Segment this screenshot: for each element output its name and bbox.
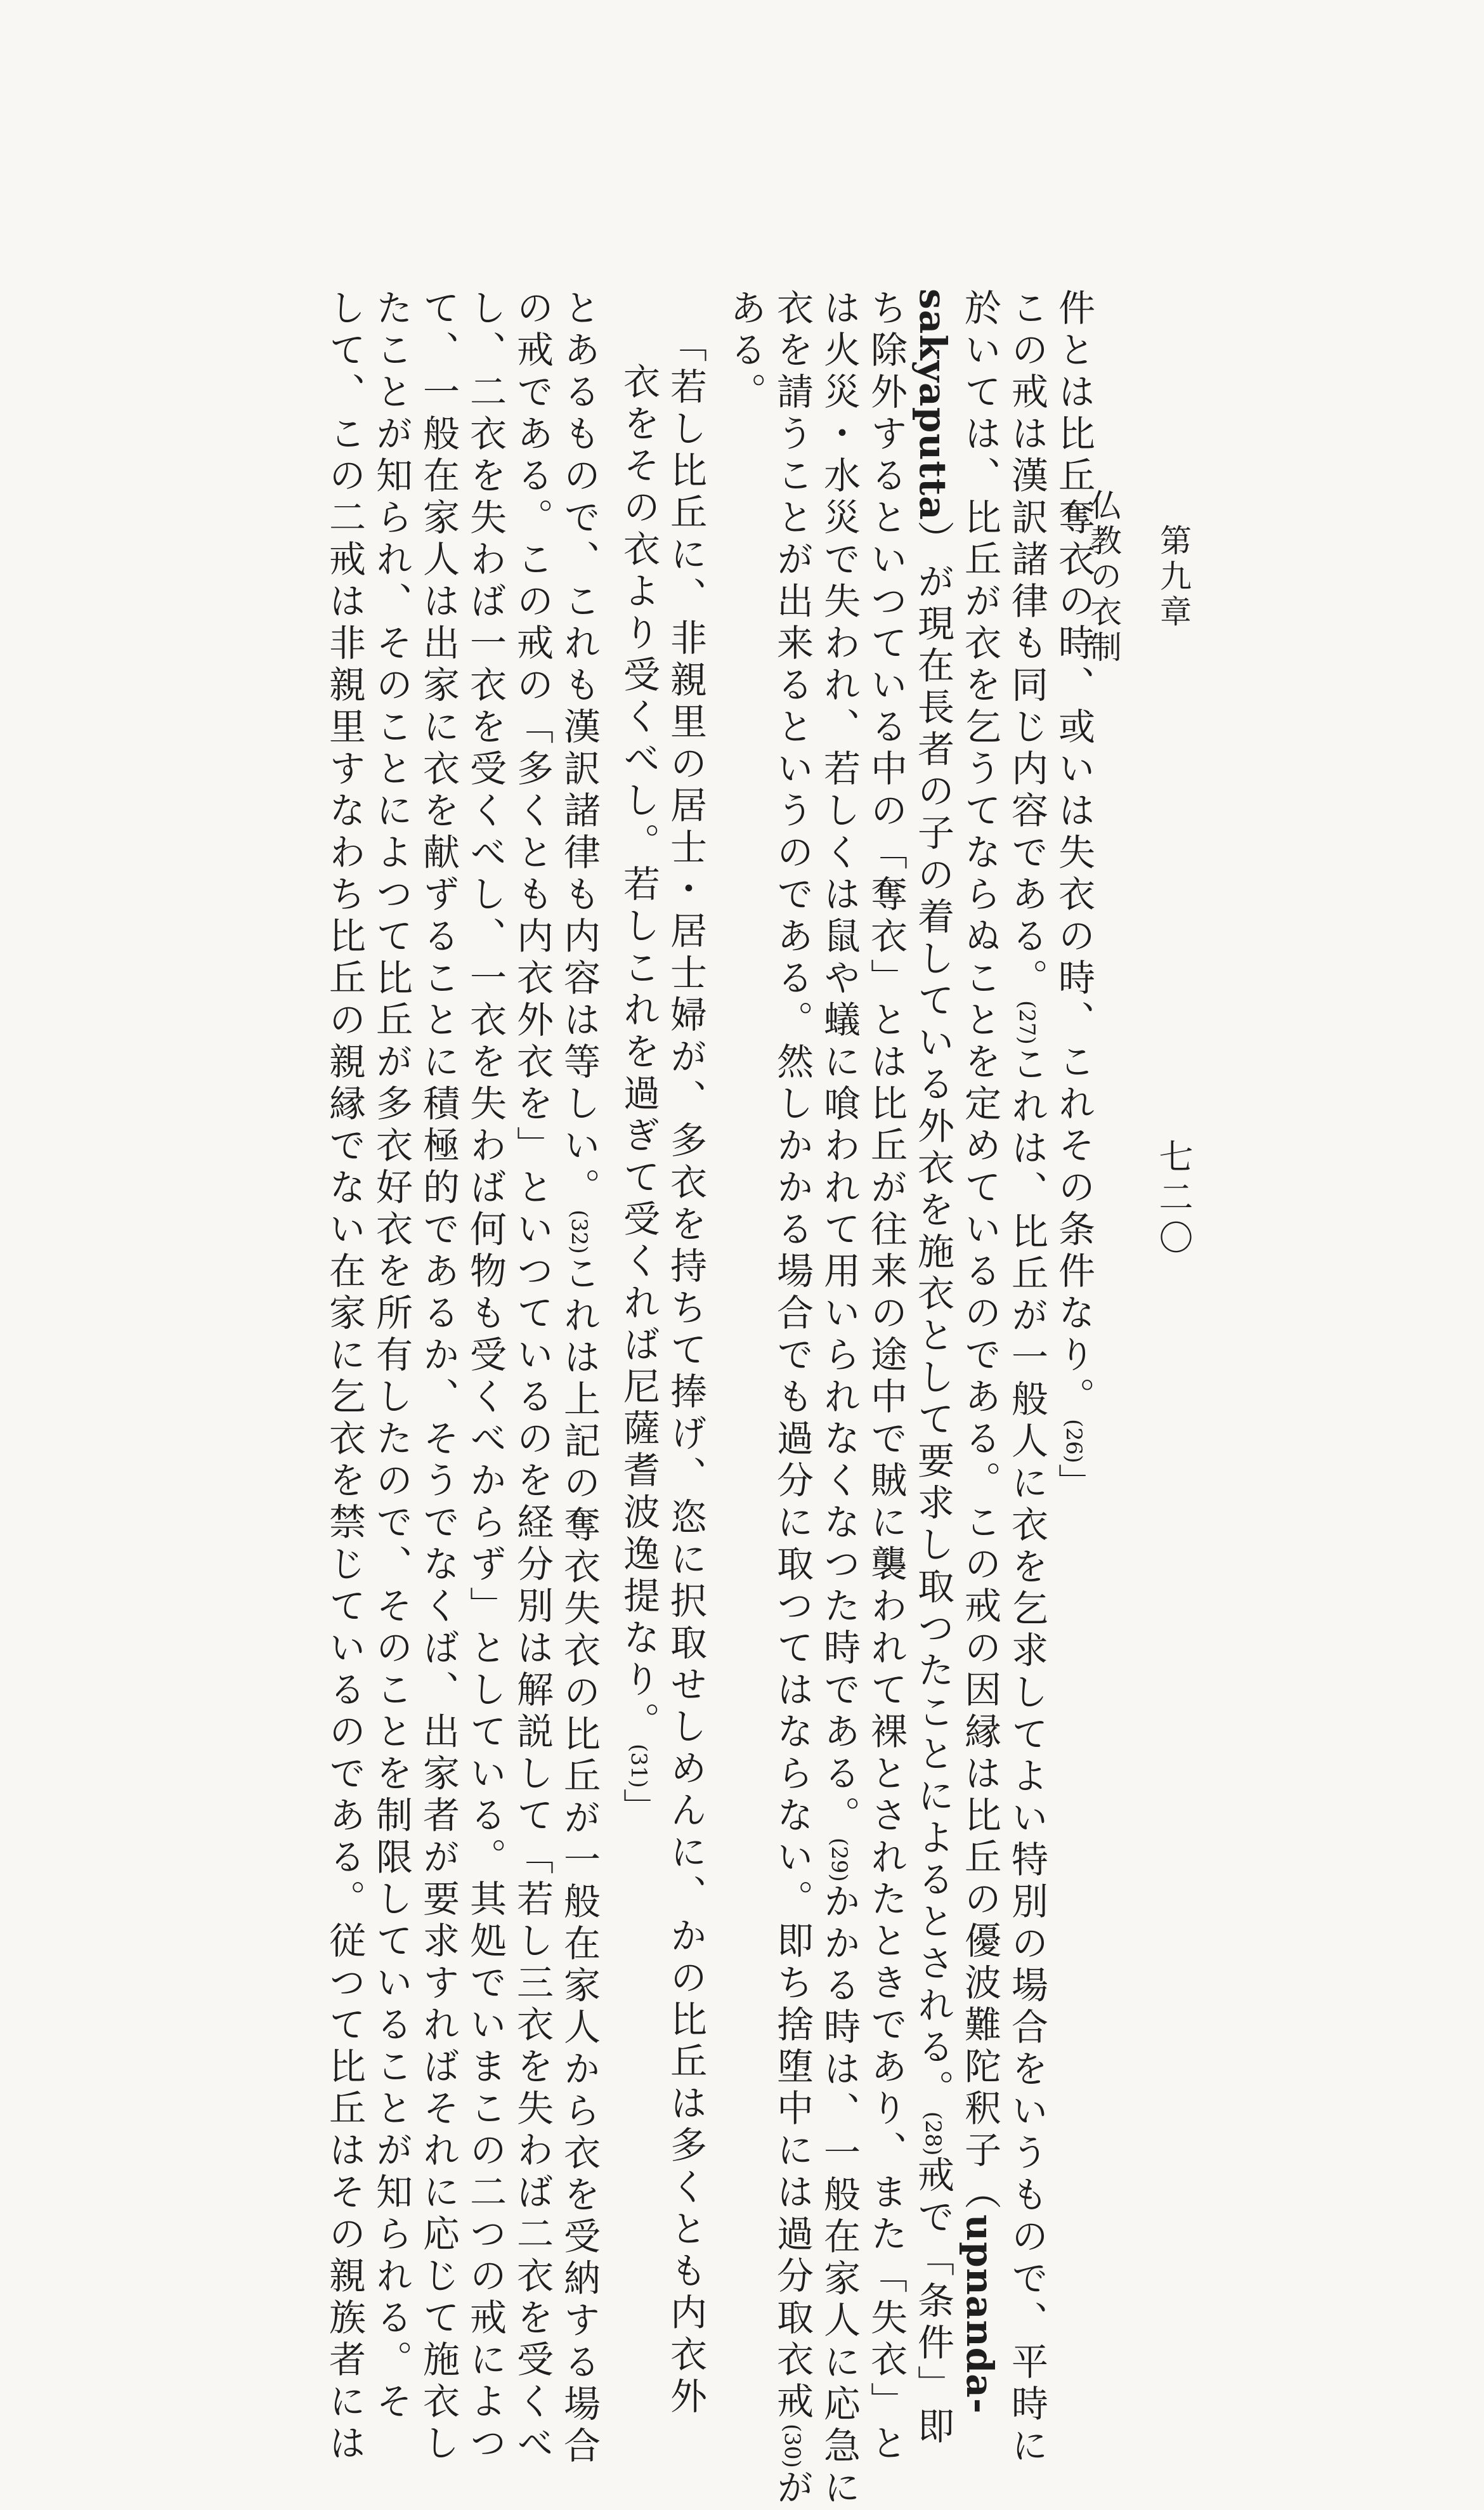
- romanized-term: sakyaputta: [911, 289, 954, 521]
- text-column: 於いては、比丘が衣を乞うてならぬことを定めているのである。この戒の因縁は比丘の優波難陀釈子（upnanda-: [958, 289, 1001, 2414]
- footnote-marker: (29): [826, 1838, 852, 1882]
- footnote-marker: (28): [920, 2111, 946, 2156]
- chapter-title: 仏教の衣制: [1085, 488, 1122, 666]
- text-column: して、この二戒は非親里すなわち比丘の親縁でない在家に乞衣を禁じているのである。従つて比丘はその親族者には: [323, 289, 366, 2466]
- romanized-term: upnanda-: [958, 2214, 1001, 2414]
- text-column: し、二衣を失わば一衣を受くべし、一衣を失わば何物も受くべからず」としている。其処でいまこの二つの戒によつ: [464, 289, 507, 2466]
- footnote-marker: (30): [779, 2424, 805, 2468]
- quotation-column: 「若し比丘に、非親里の居士・居士婦が、多衣を持ちて捧げ、恣に択取せしめんに、かの比丘は多くとも内衣外: [664, 325, 707, 2419]
- text-column: ある。: [724, 289, 767, 414]
- text-column: たことが知られ、そのことによつて比丘が多衣好衣を所有したので、そのことを制限していることが知られる。そ: [370, 289, 413, 2424]
- text-column: とあるもので、これも漢訳諸律も内容は等しい。(32)これは上記の奪衣失衣の比丘が一般在家人から衣を受納する場合: [557, 289, 601, 2468]
- quotation-column: 衣をその衣より受くべし。若しこれを過ぎて受くれば尼薩耆波逸提なり。(31)」: [617, 362, 660, 1830]
- text-column: の戒である。この戒の「多くとも内衣外衣を」といつているのを経分別は解説して「若し三衣を失わば二衣を受くべ: [511, 289, 554, 2466]
- text-column: て、一般在家人は出家に衣を献ずることに積極的であるか、そうでなくば、出家者が要求すればそれに応じて施衣し: [417, 289, 460, 2466]
- footnote-marker: (26): [1061, 1419, 1086, 1463]
- text-column: この戒は漢訳諸律も同じ内容である。(27)これは、比丘が一般人に衣を乞求してよい特別の場合をいうもので、平時に: [1005, 289, 1048, 2468]
- text-column: は火災・水災で失われ、若しくは鼠や蟻に喰われて用いられなくなつた時である。(29)かかる時は、一般在家人に応急に: [817, 289, 861, 2510]
- text-column: ち除外するといつている中の「奪衣」とは比丘が往来の途中で賊に襲われて裸とされたときであり、また「失衣」と: [864, 289, 908, 2466]
- text-column: 件とは比丘奪衣の時、或いは失衣の時、これその条件なり。(26)」: [1052, 289, 1095, 1505]
- footnote-marker: (27): [1014, 1000, 1039, 1045]
- text-column: 衣を請うことが出来るというのである。然しかかる場合でも過分に取つてはならない。即ち捨堕中には過分取衣戒(30)が: [771, 289, 814, 2510]
- running-header: [1085, 355, 1208, 799]
- footnote-marker: (31): [626, 1744, 651, 1788]
- page-number: 七二〇: [1154, 1139, 1194, 1260]
- body-text: [321, 289, 1097, 2510]
- chapter-label: 第九章: [1155, 524, 1192, 631]
- footnote-marker: (32): [566, 1210, 592, 1254]
- text-column: sakyaputta）が現在長者の子の着している外衣を施衣として要求し取つたことによるとされる。(28)戒で「条件」即: [911, 289, 954, 2449]
